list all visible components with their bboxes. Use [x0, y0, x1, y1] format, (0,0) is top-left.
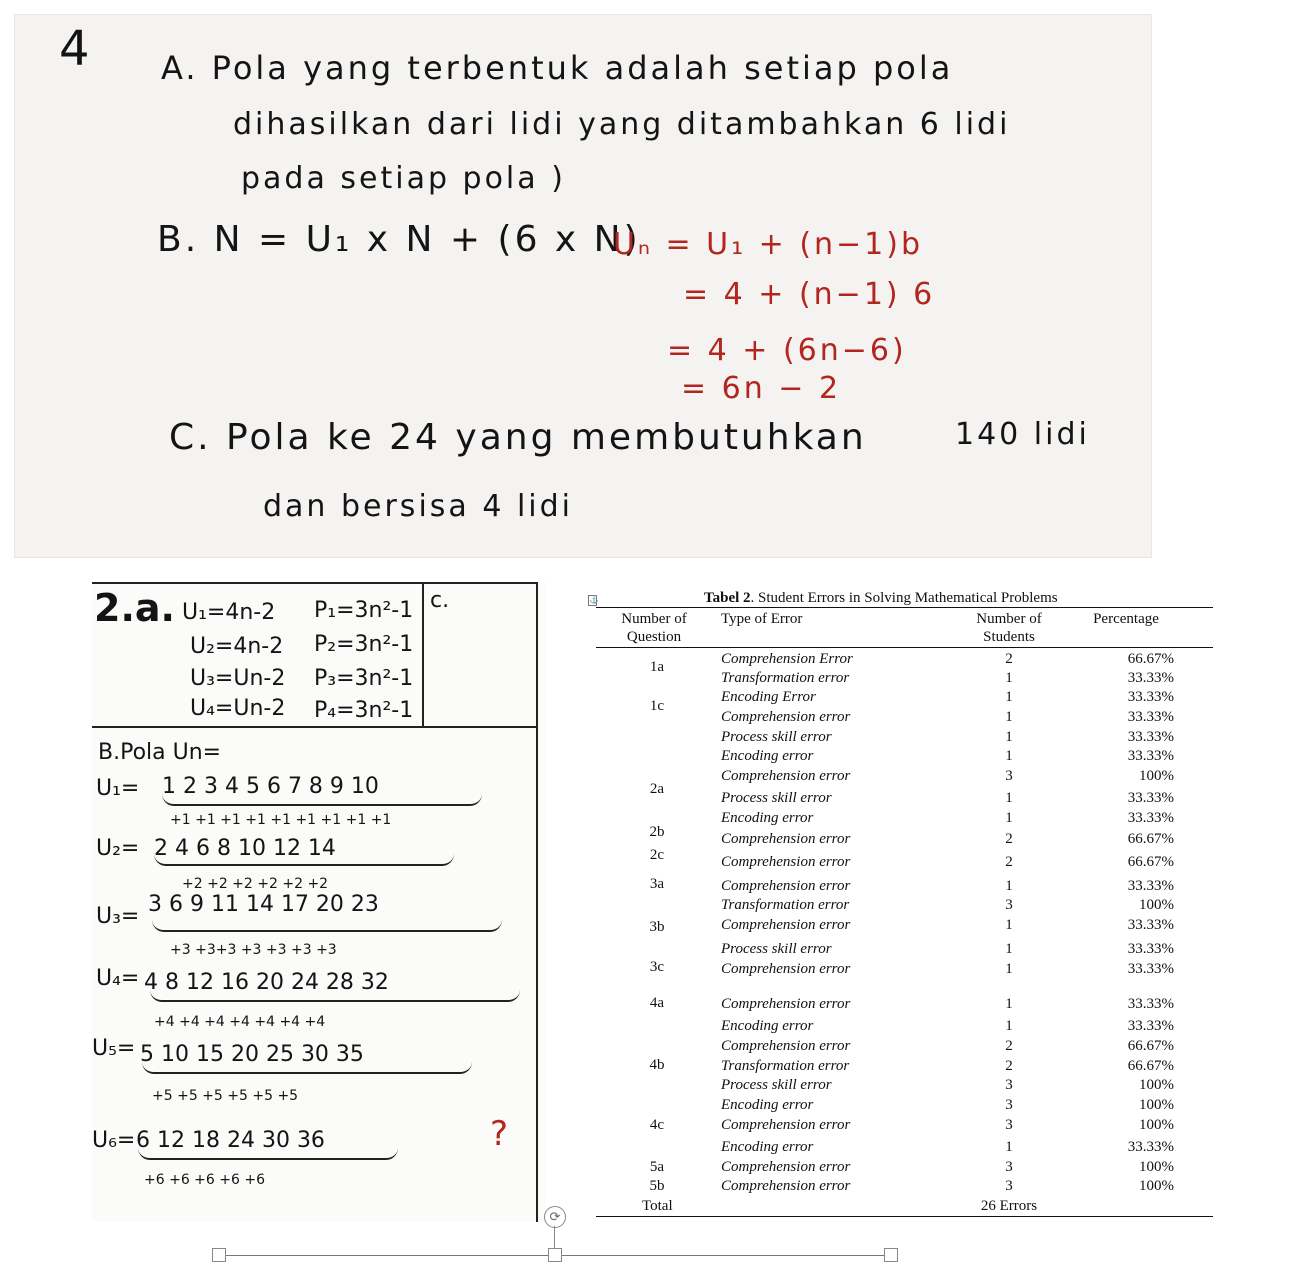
students-cell: 1: [1005, 689, 1013, 705]
error-type-cell: Transformation error: [721, 1058, 850, 1074]
error-type-cell: Comprehension error: [721, 1038, 851, 1054]
question-number-cell: 2c: [649, 847, 665, 863]
percentage-cell: 33.33%: [1127, 878, 1174, 894]
row6-differences: +6 +6 +6 +6 +6: [144, 1172, 265, 1188]
error-type-cell: Comprehension error: [721, 996, 851, 1012]
row5-label: U₅=: [92, 1036, 136, 1061]
students-cell: 1: [1005, 709, 1013, 725]
error-type-cell: Comprehension error: [721, 1178, 851, 1194]
row1-differences: +1 +1 +1 +1 +1 +1 +1 +1 +1: [170, 812, 392, 828]
part-c-label: c.: [430, 588, 450, 613]
error-type-cell: Comprehension error: [721, 768, 851, 784]
error-type-cell: Process skill error: [721, 790, 832, 806]
students-cell: 2: [1005, 1058, 1013, 1074]
row4-differences: +4 +4 +4 +4 +4 +4 +4: [154, 1014, 326, 1030]
frame-right-line: [536, 582, 538, 1222]
answer-a-line-1: A. Pola yang terbentuk adalah setiap pola: [161, 49, 954, 87]
u3-formula: U₃=Un-2: [190, 666, 286, 691]
question-number-cell: 4a: [649, 995, 665, 1011]
percentage-cell: 100%: [1139, 1159, 1174, 1175]
students-cell: 2: [1005, 854, 1013, 870]
students-cell: 1: [1005, 1139, 1013, 1155]
students-cell: 2: [1005, 1038, 1013, 1054]
part-a-label: 2.a.: [94, 586, 175, 630]
row4-brace: [150, 990, 520, 1002]
students-cell: 1: [1005, 1018, 1013, 1034]
error-type-cell: Process skill error: [721, 729, 832, 745]
header-students: Number of Students: [976, 611, 1042, 645]
percentage-cell: 66.67%: [1127, 651, 1174, 667]
percentage-cell: 66.67%: [1127, 854, 1174, 870]
correction-step-2: = 4 + (6n−6): [667, 333, 907, 368]
percentage-cell: 33.33%: [1127, 917, 1174, 933]
row6-label: U₆=: [92, 1128, 136, 1153]
answer-c-line-1: C. Pola ke 24 yang membutuhkan: [169, 417, 867, 458]
students-cell: 3: [1005, 1178, 1013, 1194]
row2-sequence: 2 4 6 8 10 12 14: [154, 836, 336, 861]
answer-a-line-2: dihasilkan dari lidi yang ditambahkan 6 lidi: [233, 107, 1011, 142]
row2-label: U₂=: [96, 836, 140, 861]
handwritten-answer-image-bottom[interactable]: [92, 582, 546, 1222]
question-number-cell: 3a: [649, 876, 665, 892]
students-cell: 1: [1005, 729, 1013, 745]
students-cell: 1: [1005, 961, 1013, 977]
percentage-cell: 33.33%: [1127, 748, 1174, 764]
error-type-cell: Comprehension error: [721, 831, 851, 847]
row2-brace: [154, 854, 454, 866]
row3-differences: +3 +3+3 +3 +3 +3 +3: [170, 942, 337, 958]
question-number-cell: 1a: [649, 659, 665, 675]
percentage-cell: 100%: [1139, 897, 1174, 913]
question-number-cell: 4c: [649, 1117, 665, 1133]
answer-c-line-1-end: 140 lidi: [955, 417, 1090, 452]
row3-sequence: 3 6 9 11 14 17 20 23: [148, 892, 379, 917]
question-number-cell: 1c: [649, 698, 665, 714]
answer-a-line-3: pada setiap pola ): [241, 161, 566, 196]
header-percentage: Percentage: [1093, 611, 1159, 627]
students-cell: 1: [1005, 790, 1013, 806]
students-cell: 3: [1005, 768, 1013, 784]
percentage-cell: 100%: [1139, 1117, 1174, 1133]
error-type-cell: Comprehension error: [721, 878, 851, 894]
p4-formula: P₄=3n²-1: [314, 698, 414, 723]
row1-sequence: 1 2 3 4 5 6 7 8 9 10: [162, 774, 379, 799]
error-type-cell: Transformation error: [721, 670, 850, 686]
percentage-cell: 33.33%: [1127, 996, 1174, 1012]
error-type-cell: Comprehension error: [721, 961, 851, 977]
error-type-cell: Encoding error: [721, 1097, 814, 1113]
header-question: Number of Question: [621, 611, 687, 645]
students-cell: 2: [1005, 831, 1013, 847]
row4-sequence: 4 8 12 16 20 24 28 32: [144, 970, 389, 995]
row5-sequence: 5 10 15 20 25 30 35: [140, 1042, 364, 1067]
p1-formula: P₁=3n²-1: [314, 598, 414, 623]
percentage-cell: 100%: [1139, 1077, 1174, 1093]
percentage-cell: 66.67%: [1127, 831, 1174, 847]
header-type: Type of Error: [721, 611, 803, 627]
students-cell: 1: [1005, 917, 1013, 933]
question-number-cell: 5b: [649, 1178, 665, 1194]
answer-b-formula: B. N = U₁ x N + (6 x N): [157, 219, 641, 260]
table-caption: [704, 590, 1058, 607]
percentage-cell: 33.33%: [1127, 941, 1174, 957]
percentage-cell: 100%: [1139, 768, 1174, 784]
answer-c-line-2: dan bersisa 4 lidi: [263, 489, 573, 524]
caption-text: . Student Errors in Solving Mathematical Problems: [750, 590, 1058, 606]
error-type-cell: Comprehension error: [721, 1117, 851, 1133]
students-cell: 3: [1005, 1159, 1013, 1175]
row6-sequence: 6 12 18 24 30 36: [136, 1128, 325, 1153]
question-number-cell: 2b: [649, 824, 665, 840]
row1-brace: [162, 794, 482, 806]
correction-step-1: = 4 + (n−1) 6: [683, 277, 936, 312]
students-cell: 1: [1005, 810, 1013, 826]
error-type-cell: Encoding error: [721, 1139, 814, 1155]
error-type-cell: Comprehension error: [721, 917, 851, 933]
question-number-cell: 2a: [649, 781, 665, 797]
students-cell: 3: [1005, 1077, 1013, 1093]
u4-formula: U₄=Un-2: [190, 696, 286, 721]
question-number-cell: 4b: [649, 1057, 665, 1073]
table-header-rule: [596, 647, 1213, 648]
error-type-cell: Encoding error: [721, 1018, 814, 1034]
percentage-cell: 33.33%: [1127, 670, 1174, 686]
frame-divider-line: [422, 582, 424, 726]
red-question-mark: ?: [490, 1114, 509, 1154]
row3-brace: [152, 920, 502, 932]
students-cell: 1: [1005, 670, 1013, 686]
error-type-cell: Encoding Error: [721, 689, 816, 705]
frame-middle-line: [92, 726, 538, 728]
question-number-cell: 5a: [649, 1159, 665, 1175]
percentage-cell: 33.33%: [1127, 709, 1174, 725]
error-type-cell: Comprehension error: [721, 854, 851, 870]
total-label: Total: [642, 1198, 673, 1214]
correction-un-formula: Uₙ = U₁ + (n−1)b: [613, 227, 924, 262]
percentage-cell: 33.33%: [1127, 790, 1174, 806]
percentage-cell: 100%: [1139, 1178, 1174, 1194]
rotate-handle-icon[interactable]: ⟳: [544, 1206, 566, 1228]
percentage-cell: 33.33%: [1127, 961, 1174, 977]
part-b-title: B.Pola Un=: [98, 740, 222, 765]
students-cell: 1: [1005, 748, 1013, 764]
percentage-cell: 33.33%: [1127, 689, 1174, 705]
anchor-icon[interactable]: ⚓: [589, 595, 599, 604]
row1-label: U₁=: [96, 776, 140, 801]
percentage-cell: 66.67%: [1127, 1038, 1174, 1054]
percentage-cell: 33.33%: [1127, 810, 1174, 826]
row5-differences: +5 +5 +5 +5 +5 +5: [152, 1088, 299, 1104]
percentage-cell: 33.33%: [1127, 1139, 1174, 1155]
students-cell: 1: [1005, 878, 1013, 894]
row5-brace: [142, 1062, 472, 1074]
error-table[interactable]: [588, 588, 1214, 1220]
error-type-cell: Transformation error: [721, 897, 850, 913]
caption-bold: Tabel 2: [704, 590, 751, 606]
p2-formula: P₂=3n²-1: [314, 632, 414, 657]
u2-formula: U₂=4n-2: [190, 634, 284, 659]
error-type-cell: Process skill error: [721, 1077, 832, 1093]
table-bottom-rule: [596, 1216, 1213, 1217]
p3-formula: P₃=3n²-1: [314, 666, 414, 691]
question-number-cell: 3b: [649, 919, 665, 935]
question-number-cell: 3c: [649, 959, 665, 975]
u1-formula: U₁=4n-2: [182, 600, 276, 625]
table-top-rule: [596, 607, 1213, 608]
students-cell: 2: [1005, 651, 1013, 667]
students-cell: 3: [1005, 897, 1013, 913]
percentage-cell: 66.67%: [1127, 1058, 1174, 1074]
error-type-cell: Encoding error: [721, 810, 814, 826]
error-type-cell: Comprehension error: [721, 1159, 851, 1175]
percentage-cell: 33.33%: [1127, 1018, 1174, 1034]
error-type-cell: Encoding error: [721, 748, 814, 764]
handwritten-answer-image-top[interactable]: [14, 14, 1152, 558]
row3-label: U₃=: [96, 904, 140, 929]
students-cell: 3: [1005, 1097, 1013, 1113]
percentage-cell: 33.33%: [1127, 729, 1174, 745]
correction-step-3: = 6n − 2: [681, 371, 842, 406]
row2-differences: +2 +2 +2 +2 +2 +2: [182, 876, 329, 892]
error-type-cell: Comprehension error: [721, 709, 851, 725]
percentage-cell: 100%: [1139, 1097, 1174, 1113]
total-students-cell: 26 Errors: [980, 1198, 1038, 1214]
students-cell: 1: [1005, 941, 1013, 957]
question-number: 4: [59, 21, 90, 77]
error-type-cell: Process skill error: [721, 941, 832, 957]
row6-brace: [138, 1148, 398, 1160]
row4-label: U₄=: [96, 966, 140, 991]
frame-top-line: [92, 582, 538, 584]
error-type-cell: Comprehension Error: [721, 651, 853, 667]
students-cell: 1: [1005, 996, 1013, 1012]
students-cell: 3: [1005, 1117, 1013, 1133]
